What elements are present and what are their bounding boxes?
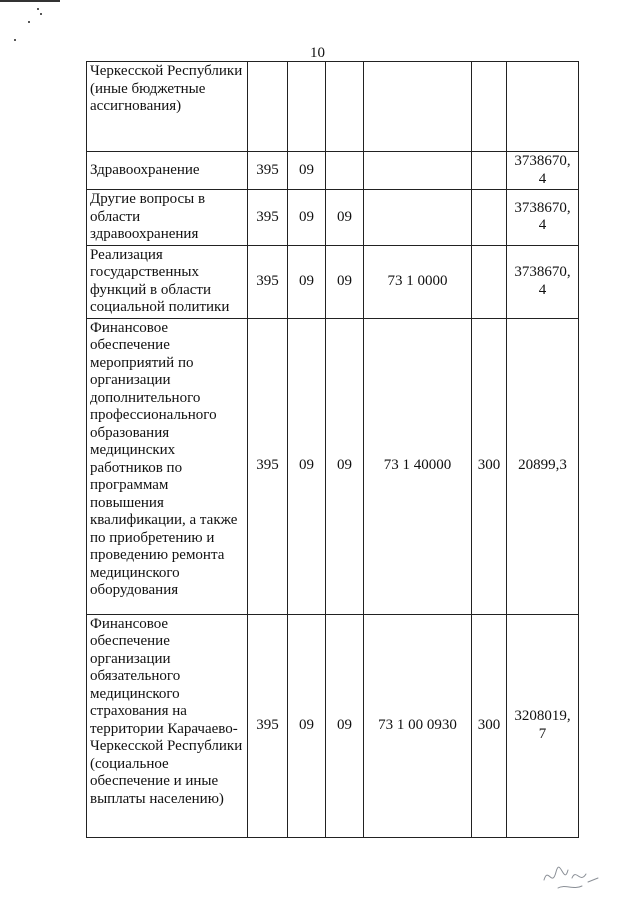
section-cell: 09	[288, 152, 326, 190]
table-row	[87, 62, 579, 152]
target-article-cell	[364, 152, 472, 190]
row-name-cell: Финансовое обеспечение организации обязательного медицинского страхования на территории Карачаево-Черкесской Республики (социальное обеспечение и иные выплаты населению)	[87, 614, 248, 837]
target-article-cell: 73 1 00 0930	[364, 614, 472, 837]
amount-cell: 3738670,4	[507, 190, 579, 246]
expense-type-cell	[472, 62, 507, 152]
table-row	[87, 152, 579, 190]
table-row	[87, 614, 579, 837]
target-article-cell: 73 1 40000	[364, 318, 472, 614]
scan-speck	[28, 21, 30, 23]
subsection-cell: 09	[326, 190, 364, 246]
ministry-cell: 395	[248, 152, 288, 190]
scan-speck	[14, 39, 16, 41]
subsection-cell: 09	[326, 614, 364, 837]
page-number: 10	[310, 45, 325, 61]
scan-edge-mark	[0, 0, 60, 7]
expense-type-cell	[472, 190, 507, 246]
amount-cell: 3208019,7	[507, 614, 579, 837]
row-name-cell: Реализация государственных функций в области социальной политики	[87, 245, 248, 318]
row-name-cell: Здравоохранение	[87, 152, 248, 190]
section-cell: 09	[288, 245, 326, 318]
subsection-cell: 09	[326, 245, 364, 318]
ministry-cell: 395	[248, 614, 288, 837]
scan-speck	[37, 8, 39, 10]
ministry-cell: 395	[248, 318, 288, 614]
ministry-cell	[248, 62, 288, 152]
expense-type-cell: 300	[472, 318, 507, 614]
section-cell	[288, 62, 326, 152]
target-article-cell: 73 1 0000	[364, 245, 472, 318]
signature-scribble	[538, 858, 608, 894]
table-row	[87, 245, 579, 318]
amount-cell	[507, 62, 579, 152]
subsection-cell	[326, 152, 364, 190]
scan-speck	[40, 13, 42, 15]
subsection-cell: 09	[326, 318, 364, 614]
expense-type-cell: 300	[472, 614, 507, 837]
ministry-cell: 395	[248, 245, 288, 318]
expense-type-cell	[472, 245, 507, 318]
target-article-cell	[364, 62, 472, 152]
amount-cell: 20899,3	[507, 318, 579, 614]
row-name-cell: Финансовое обеспечение мероприятий по организации дополнительного профессионального образования медицинских работников по программам повышения квалификации, а также по приобретению и проведению ремонта медицинского оборудования	[87, 318, 248, 614]
row-name-cell: Черкесской Республики (иные бюджетные ассигнования)	[87, 62, 248, 152]
section-cell: 09	[288, 614, 326, 837]
table-row	[87, 318, 579, 614]
expense-type-cell	[472, 152, 507, 190]
amount-cell: 3738670,4	[507, 152, 579, 190]
subsection-cell	[326, 62, 364, 152]
table-row	[87, 190, 579, 246]
section-cell: 09	[288, 190, 326, 246]
amount-cell: 3738670,4	[507, 245, 579, 318]
row-name-cell: Другие вопросы в области здравоохранения	[87, 190, 248, 246]
section-cell: 09	[288, 318, 326, 614]
ministry-cell: 395	[248, 190, 288, 246]
budget-table	[86, 61, 579, 838]
target-article-cell	[364, 190, 472, 246]
